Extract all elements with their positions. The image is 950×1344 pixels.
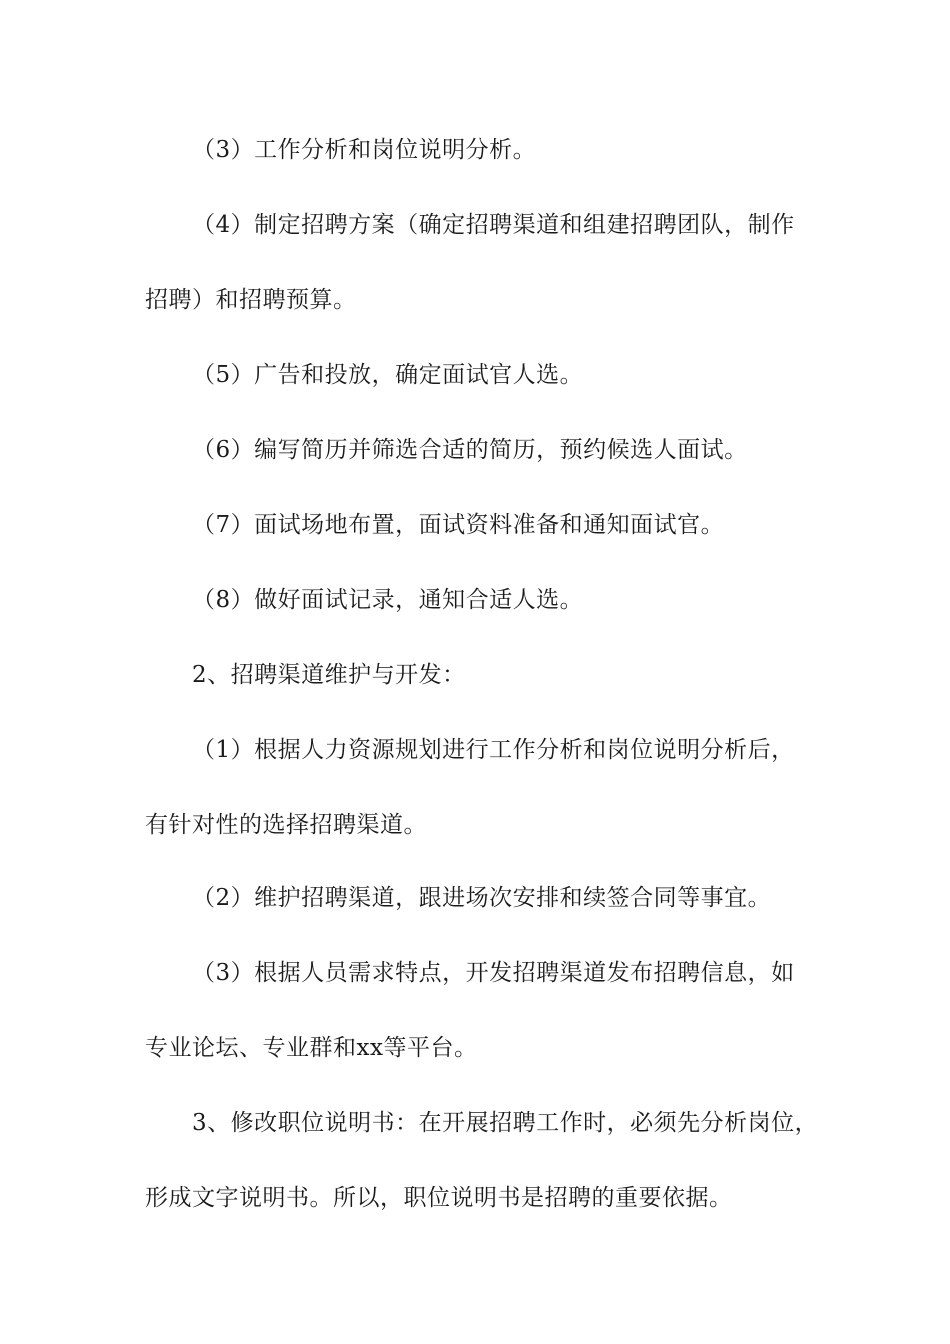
paragraph-line: （7）面试场地布置，面试资料准备和通知面试官。 [192, 512, 725, 538]
paragraph-line: 有针对性的选择招聘渠道。 [145, 812, 427, 838]
paragraph-line: （1）根据人力资源规划进行工作分析和岗位说明分析后， [192, 737, 795, 763]
paragraph-line: （5）广告和投放，确定面试官人选。 [192, 362, 584, 388]
paragraph-line: （3）工作分析和岗位说明分析。 [192, 137, 537, 163]
section-heading: 3、修改职位说明书：在开展招聘工作时，必须先分析岗位， [192, 1110, 819, 1136]
paragraph-line: 招聘）和招聘预算。 [145, 287, 357, 313]
paragraph-line: （6）编写简历并筛选合适的简历，预约候选人面试。 [192, 437, 748, 463]
paragraph-line: 形成文字说明书。所以，职位说明书是招聘的重要依据。 [145, 1185, 733, 1211]
paragraph-line: （3）根据人员需求特点，开发招聘渠道发布招聘信息，如 [192, 960, 795, 986]
paragraph-line: （2）维护招聘渠道，跟进场次安排和续签合同等事宜。 [192, 885, 772, 911]
section-heading: 2、招聘渠道维护与开发： [192, 662, 466, 688]
paragraph-line: （8）做好面试记录，通知合适人选。 [192, 587, 584, 613]
paragraph-line: （4）制定招聘方案（确定招聘渠道和组建招聘团队，制作 [192, 212, 795, 238]
paragraph-line: 专业论坛、专业群和xx等平台。 [145, 1035, 478, 1061]
